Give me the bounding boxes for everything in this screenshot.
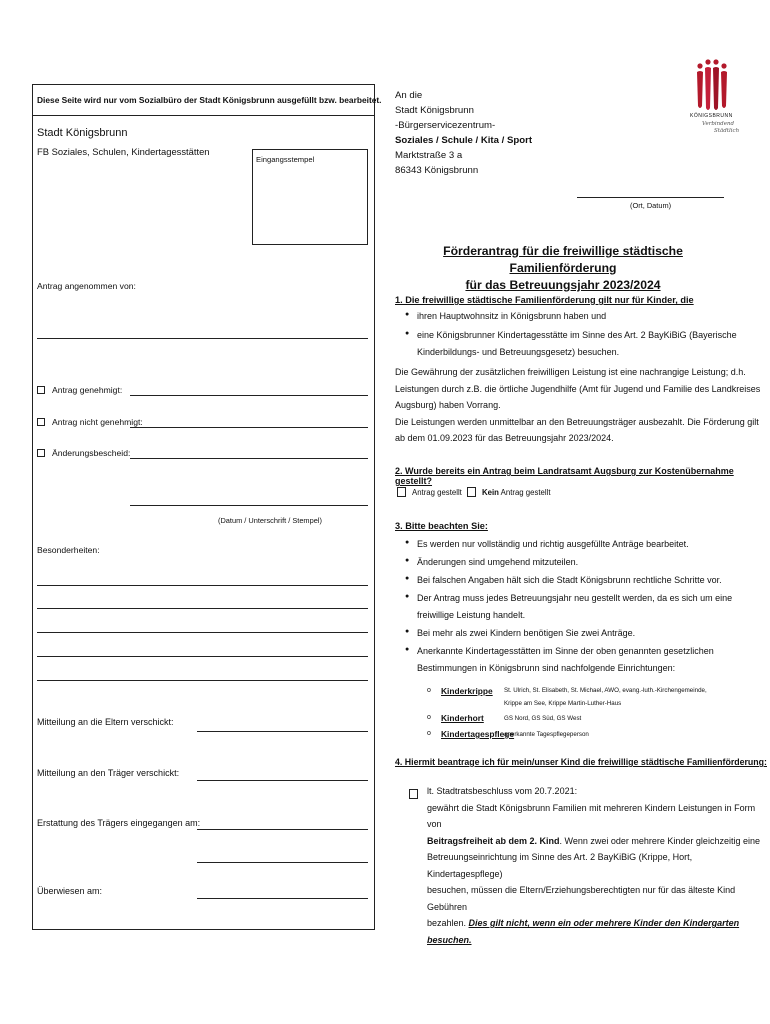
no-application-checkbox[interactable] — [467, 487, 476, 497]
transferred-label: Überwiesen am: — [37, 886, 103, 896]
address-line-1: An die — [395, 90, 423, 101]
remarks-line-3[interactable] — [37, 632, 368, 633]
logo-wordmark: KÖNIGSBRUNN — [690, 113, 733, 119]
address-line-5: Marktstraße 3 a — [395, 150, 463, 161]
section3-bullet-2: Änderungen sind umgehend mitzuteilen. — [417, 557, 579, 567]
krippe-desc-2: Krippe am See, Krippe Martin-Luther-Haus — [504, 700, 622, 707]
section4-line-4: Betreuungseinrichtung im Sinne des Art. 2 BayKiBiG (Krippe, Hort, Kindertagespflege) — [427, 852, 693, 879]
carrier-notified-label: Mitteilung an den Träger verschickt: — [37, 768, 180, 778]
section1-p4: Die Leistungen werden unmittelbar an den Betreuungsträger ausbezahlt. Die Förderung gilt — [395, 416, 759, 427]
section4-line-7: besuchen. — [427, 934, 472, 945]
remarks-line-4[interactable] — [37, 656, 368, 657]
date-signature-caption: (Datum / Unterschrift / Stempel) — [218, 516, 322, 525]
section1-bullet-2b: Kinderbildungs- und Betreuungsgesetz) besuchen. — [417, 347, 620, 357]
krippe-desc-1: St. Ulrich, St. Elisabeth, St. Michael, AWO, evang.-luth.-Kirchengemeinde, — [504, 687, 707, 694]
bullet-dot: ● — [405, 539, 410, 546]
section3-bullet-6b: Bestimmungen in Königsbrunn sind nachfolgende Einrichtungen: — [417, 663, 676, 673]
logo-tagline-1: Verbindend — [702, 121, 735, 127]
koenigsbrunn-logo — [688, 58, 740, 138]
section2-heading: 2. Wurde bereits ein Antrag beim Landratsamt Augsburg zur Kostenübernahme gestellt? — [395, 466, 734, 486]
hort-label: Kinderhort — [441, 713, 484, 723]
address-line-3: -Bürgerservicezentrum- — [395, 120, 496, 131]
section1-bullet-2a: eine Königsbrunner Kindertagesstätte im Sinne des Art. 2 BayKiBiG (Bayerische — [417, 330, 737, 340]
section4-line-3 — [427, 833, 770, 850]
parents-notified-line[interactable] — [197, 731, 368, 732]
application-filed-label: Antrag gestellt — [412, 488, 462, 497]
bullet-dot: ● — [405, 311, 410, 318]
section1-p2: Leistungen durch z.B. die örtliche Jugendhilfe (Amt für Jugend und Familie des Landkreises — [395, 383, 761, 394]
remarks-line-2[interactable] — [37, 608, 368, 609]
bullet-dot: ● — [405, 575, 410, 582]
city-name: Stadt Königsbrunn — [37, 127, 128, 139]
change-notice-label: Änderungsbescheid: — [52, 448, 131, 458]
section4-line-6 — [427, 915, 770, 932]
place-date-line[interactable] — [577, 197, 724, 198]
application-filed-checkbox[interactable] — [397, 487, 406, 497]
change-notice-line[interactable] — [130, 458, 368, 459]
signature-line[interactable] — [130, 505, 368, 506]
section4-line-1: lt. Stadtratsbeschluss vom 20.7.2021: — [427, 786, 578, 796]
bullet-dot: ● — [405, 646, 410, 653]
not-approved-line[interactable] — [130, 427, 368, 428]
bullet-dot: ● — [405, 557, 410, 564]
transferred-line[interactable] — [197, 898, 368, 899]
address-line-2: Stadt Königsbrunn — [395, 105, 474, 116]
section1-paragraph — [395, 364, 760, 447]
section3-bullet-1: Es werden nur vollständig und richtig ausgefüllte Anträge bearbeitet. — [417, 539, 689, 549]
section1-p1: Die Gewährung der zusätzlichen freiwilligen Leistung ist eine nachrangige Leistung; d.h. — [395, 367, 746, 377]
crown-figures-icon — [688, 58, 740, 114]
approved-line[interactable] — [130, 395, 368, 396]
not-approved-checkbox[interactable] — [37, 418, 45, 426]
logo-tagline-2: Städtlich — [714, 128, 740, 134]
reimbursement-line[interactable] — [197, 829, 368, 830]
remarks-line-5[interactable] — [37, 680, 368, 681]
no-application-bold: Kein — [482, 488, 499, 497]
section1-heading: 1. Die freiwillige städtische Familienförderung gilt nur für Kinder, die — [395, 295, 694, 305]
krippe-label: Kinderkrippe — [441, 686, 493, 696]
section4-text — [427, 783, 770, 948]
office-use-notice: Diese Seite wird nur vom Sozialbüro der Stadt Königsbrunn ausgefüllt bzw. bearbeitet. — [37, 95, 382, 105]
section4-line-3-rest: . Wenn zwei oder mehrere Kinder gleichzeitig eine — [559, 835, 760, 846]
title-line-1: Förderantrag für die freiwillige städtische Familienförderung — [443, 244, 683, 275]
bullet-dot: ● — [405, 593, 410, 600]
circle-bullet: o — [427, 730, 431, 737]
change-notice-checkbox[interactable] — [37, 449, 45, 457]
section4-line-2: gewährt die Stadt Königsbrunn Familien mit mehreren Kindern Leistungen in Form von — [427, 802, 756, 829]
circle-bullet: o — [427, 687, 431, 694]
place-date-caption: (Ort, Datum) — [630, 201, 672, 210]
remarks-line-1[interactable] — [37, 585, 368, 586]
not-approved-label: Antrag nicht genehmigt: — [52, 417, 143, 427]
accepted-by-label: Antrag angenommen von: — [37, 281, 136, 291]
reimbursement-label: Erstattung des Trägers eingegangen am: — [37, 818, 201, 828]
hort-desc: GS Nord, GS Süd, GS West — [504, 715, 582, 722]
no-application-label — [482, 488, 551, 497]
section3-bullet-6a: Anerkannte Kindertagesstätten im Sinne der oben genannten gesetzlichen — [417, 646, 714, 656]
section4-line-5: besuchen, müssen die Eltern/Erziehungsberechtigten nur für das älteste Kind Gebühren — [427, 885, 736, 912]
section3-bullet-4b: freiwillige Leistung handelt. — [417, 610, 526, 620]
accepted-by-line[interactable] — [37, 338, 368, 339]
section1-p5: ab dem 01.09.2023 für das Betreuungsjahr 2023/2024. — [395, 433, 614, 444]
approved-label: Antrag genehmigt: — [52, 385, 123, 395]
section1-bullet-1: ihren Hauptwohnsitz in Königsbrunn haben und — [417, 311, 607, 321]
section4-line-6-plain: bezahlen. — [427, 918, 469, 928]
department-name: FB Soziales, Schulen, Kindertagesstätten — [37, 146, 210, 157]
section4-heading: 4. Hiermit beantrage ich für mein/unser Kind die freiwillige städtische Familienförderung: — [395, 757, 767, 767]
address-block — [395, 88, 532, 178]
section3-bullet-5: Bei mehr als zwei Kindern benötigen Sie zwei Anträge. — [417, 628, 636, 638]
parents-notified-label: Mitteilung an die Eltern verschickt: — [37, 717, 174, 727]
circle-bullet: o — [427, 714, 431, 721]
approved-checkbox[interactable] — [37, 386, 45, 394]
section4-bold: Beitragsfreiheit ab dem 2. Kind — [427, 835, 560, 846]
pflege-desc: anerkannte Tagespflegeperson — [504, 731, 589, 738]
section3-heading: 3. Bitte beachten Sie: — [395, 521, 488, 531]
title-line-2: für das Betreuungsjahr 2023/2024 — [465, 278, 661, 292]
received-stamp-label: Eingangsstempel — [256, 155, 315, 164]
reimbursement-line-2[interactable] — [197, 862, 368, 863]
section3-bullet-3: Bei falschen Angaben hält sich die Stadt Königsbrunn rechtliche Schritte vor. — [417, 575, 722, 585]
page-title — [395, 243, 731, 294]
bullet-dot: ● — [405, 628, 410, 635]
sibling-discount-checkbox[interactable] — [409, 789, 418, 799]
section3-bullet-4a: Der Antrag muss jedes Betreuungsjahr neu gestellt werden, da es sich um eine — [417, 593, 733, 603]
carrier-notified-line[interactable] — [197, 780, 368, 781]
section4-emphasis: Dies gilt nicht, wenn ein oder mehrere Kinder den Kindergarten — [468, 918, 740, 928]
address-line-4: Soziales / Schule / Kita / Sport — [395, 135, 533, 146]
section1-p3: Augsburg) haben Vorrang. — [395, 400, 501, 411]
remarks-label: Besonderheiten: — [37, 545, 100, 555]
no-application-rest: Antrag gestellt — [500, 488, 551, 497]
bullet-dot: ● — [405, 330, 410, 337]
pflege-label: Kindertagespflege — [441, 729, 515, 739]
address-line-6: 86343 Königsbrunn — [395, 165, 479, 176]
